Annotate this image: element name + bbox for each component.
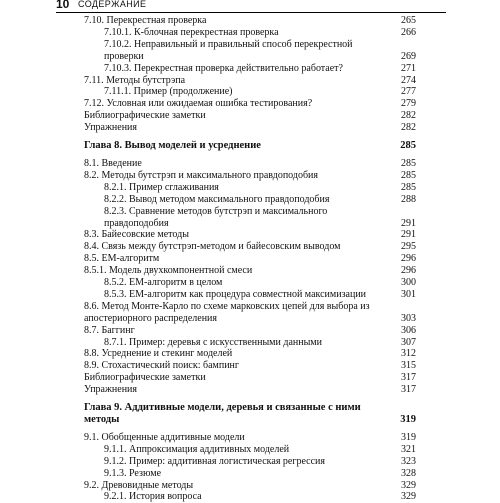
toc-entry-page: 279	[401, 98, 416, 110]
toc-entry-title: Библиографические заметки	[84, 110, 206, 122]
toc-entry	[84, 170, 416, 182]
toc-entry	[84, 63, 416, 75]
toc-entry-title: 8.2.1. Пример сглаживания	[104, 181, 219, 193]
toc-entry	[84, 289, 416, 301]
chapter-heading	[84, 140, 416, 152]
toc-entry	[84, 372, 416, 384]
toc-entry-title: 8.5.3. EM-алгоритм как процедура совместной максимизации	[104, 288, 367, 300]
toc-entry-title: 9.1.3. Резюме	[104, 467, 162, 479]
toc-entry-page: 296	[401, 265, 416, 277]
toc-entry-title: Библиографические заметки	[84, 372, 206, 384]
toc-entry-page: 288	[401, 193, 416, 205]
toc-entry	[84, 229, 416, 241]
toc-entry-page: 296	[401, 253, 416, 265]
toc-entry	[84, 241, 416, 253]
toc-entry	[84, 468, 416, 480]
toc-entry	[84, 325, 416, 337]
toc-entry	[84, 384, 416, 396]
toc-entry	[84, 39, 416, 63]
toc-entry-title: 8.5.1. Модель двухкомпонентной смеси	[84, 265, 253, 277]
toc-entry-page: 319	[400, 414, 416, 425]
toc-entry-page: 285	[401, 169, 416, 181]
toc-entry	[84, 337, 416, 349]
toc-entry-page: 266	[401, 26, 416, 38]
table-of-contents	[84, 15, 416, 503]
toc-entry-page: 303	[401, 312, 416, 324]
toc-entry-title: 7.10. Перекрестная проверка	[84, 15, 207, 26]
toc-entry-title: 9.1.2. Пример: аддитивная логистическая регрессия	[104, 455, 325, 467]
toc-entry-page: 301	[401, 288, 416, 300]
toc-entry-page: 312	[401, 348, 416, 360]
toc-entry-title: 8.1. Введение	[84, 157, 142, 169]
toc-entry-title: 9.1.1. Аппроксимация аддитивных моделей	[104, 443, 290, 455]
toc-entry	[84, 444, 416, 456]
toc-entry-page: 317	[401, 372, 416, 384]
toc-entry-page: 317	[401, 384, 416, 396]
toc-entry-page: 269	[401, 50, 416, 62]
toc-entry	[84, 491, 416, 503]
toc-entry	[84, 432, 416, 444]
toc-entry	[84, 253, 416, 265]
toc-entry-page: 321	[401, 443, 416, 455]
toc-entry-page: 328	[401, 467, 416, 479]
toc-entry-title: Упражнения	[84, 384, 137, 396]
toc-entry-title: 8.9. Стохастический поиск: бампинг	[84, 360, 239, 372]
toc-entry	[84, 110, 416, 122]
toc-entry-page: 306	[401, 324, 416, 336]
toc-entry	[84, 301, 416, 325]
page-number: 10	[56, 0, 70, 11]
toc-entry	[84, 86, 416, 98]
toc-entry-page: 282	[401, 122, 416, 134]
toc-entry	[84, 182, 416, 194]
toc-entry-title: 7.10.3. Перекрестная проверка действительно работает?	[104, 62, 343, 74]
toc-entry-page: 300	[401, 277, 416, 289]
toc-entry-page: 282	[401, 110, 416, 122]
toc-entry	[84, 480, 416, 492]
toc-entry-title: 9.2.1. История вопроса	[104, 491, 202, 503]
toc-entry-page: 274	[401, 74, 416, 86]
toc-entry-title: 9.2. Древовидные методы	[84, 479, 194, 491]
toc-entry-title: 8.4. Связь между бутстрэп-методом и байесовским выводом	[84, 241, 341, 253]
toc-entry-title: 8.7. Баггинг	[84, 324, 135, 336]
chapter-heading	[84, 402, 416, 426]
toc-entry-title: 7.12. Условная или ожидаемая ошибка тестирования?	[84, 98, 313, 110]
toc-entry-page: 307	[401, 336, 416, 348]
toc-entry	[84, 360, 416, 372]
toc-entry-page: 265	[401, 15, 416, 26]
toc-entry-title: 8.2.2. Вывод методом максимального правдоподобия	[104, 193, 330, 205]
toc-entry-page: 319	[401, 431, 416, 443]
toc-entry-title: 7.10.1. К-блочная перекрестная проверка	[104, 26, 279, 38]
toc-entry-title: 8.2.3. Сравнение методов бутстрэп и максимального правдоподобия	[104, 205, 328, 229]
toc-entry-title: 8.3. Байесовские методы	[84, 229, 189, 241]
toc-entry-title: 8.5. EM-алгоритм	[84, 253, 160, 265]
toc-entry-title: 8.5.2. EM-алгоритм в целом	[104, 277, 223, 289]
toc-entry-page: 323	[401, 455, 416, 467]
toc-entry-title: 7.10.2. Неправильный и правильный способ перекрестной проверки	[104, 38, 353, 62]
toc-entry	[84, 122, 416, 134]
toc-entry	[84, 265, 416, 277]
toc-entry-page: 277	[401, 86, 416, 98]
toc-entry-title: 7.11.1. Пример (продолжение)	[104, 86, 233, 98]
toc-entry	[84, 98, 416, 110]
toc-entry	[84, 456, 416, 468]
toc-entry-page: 291	[401, 229, 416, 241]
toc-entry-page: 329	[401, 479, 416, 491]
toc-entry-page: 315	[401, 360, 416, 372]
toc-entry-title: Глава 9. Аддитивные модели, деревья и связанные с ними методы	[84, 402, 361, 425]
toc-entry-page: 329	[401, 491, 416, 503]
toc-entry	[84, 277, 416, 289]
toc-entry	[84, 158, 416, 170]
toc-entry-title: 8.6. Метод Монте-Карло по схеме марковских цепей для выбора из апостериорного распределения	[84, 300, 370, 324]
toc-entry-title: 8.2. Методы бутстрэп и максимального правдоподобия	[84, 169, 319, 181]
toc-entry-page: 295	[401, 241, 416, 253]
toc-entry	[84, 27, 416, 39]
toc-entry-page: 285	[401, 181, 416, 193]
section-title: СОДЕРЖАНИЕ	[78, 0, 147, 9]
toc-entry-title: Упражнения	[84, 122, 137, 134]
toc-entry-title: Глава 8. Вывод моделей и усреднение	[84, 140, 261, 152]
toc-entry-title: 8.8. Усреднение и стекинг моделей	[84, 348, 233, 360]
toc-entry-page: 285	[400, 140, 416, 152]
toc-entry	[84, 75, 416, 87]
toc-entry-title: 7.11. Методы бутстрэпа	[84, 74, 186, 86]
toc-entry	[84, 206, 416, 230]
toc-entry-page: 291	[401, 217, 416, 229]
toc-entry-title: 9.1. Обобщенные аддитивные модели	[84, 431, 245, 443]
toc-entry-page: 271	[401, 62, 416, 74]
toc-entry-title: 8.7.1. Пример: деревья с искусственными данными	[104, 336, 322, 348]
running-header	[56, 0, 446, 13]
toc-entry	[84, 194, 416, 206]
toc-entry-page: 285	[401, 157, 416, 169]
toc-entry	[84, 348, 416, 360]
toc-entry	[84, 15, 416, 27]
